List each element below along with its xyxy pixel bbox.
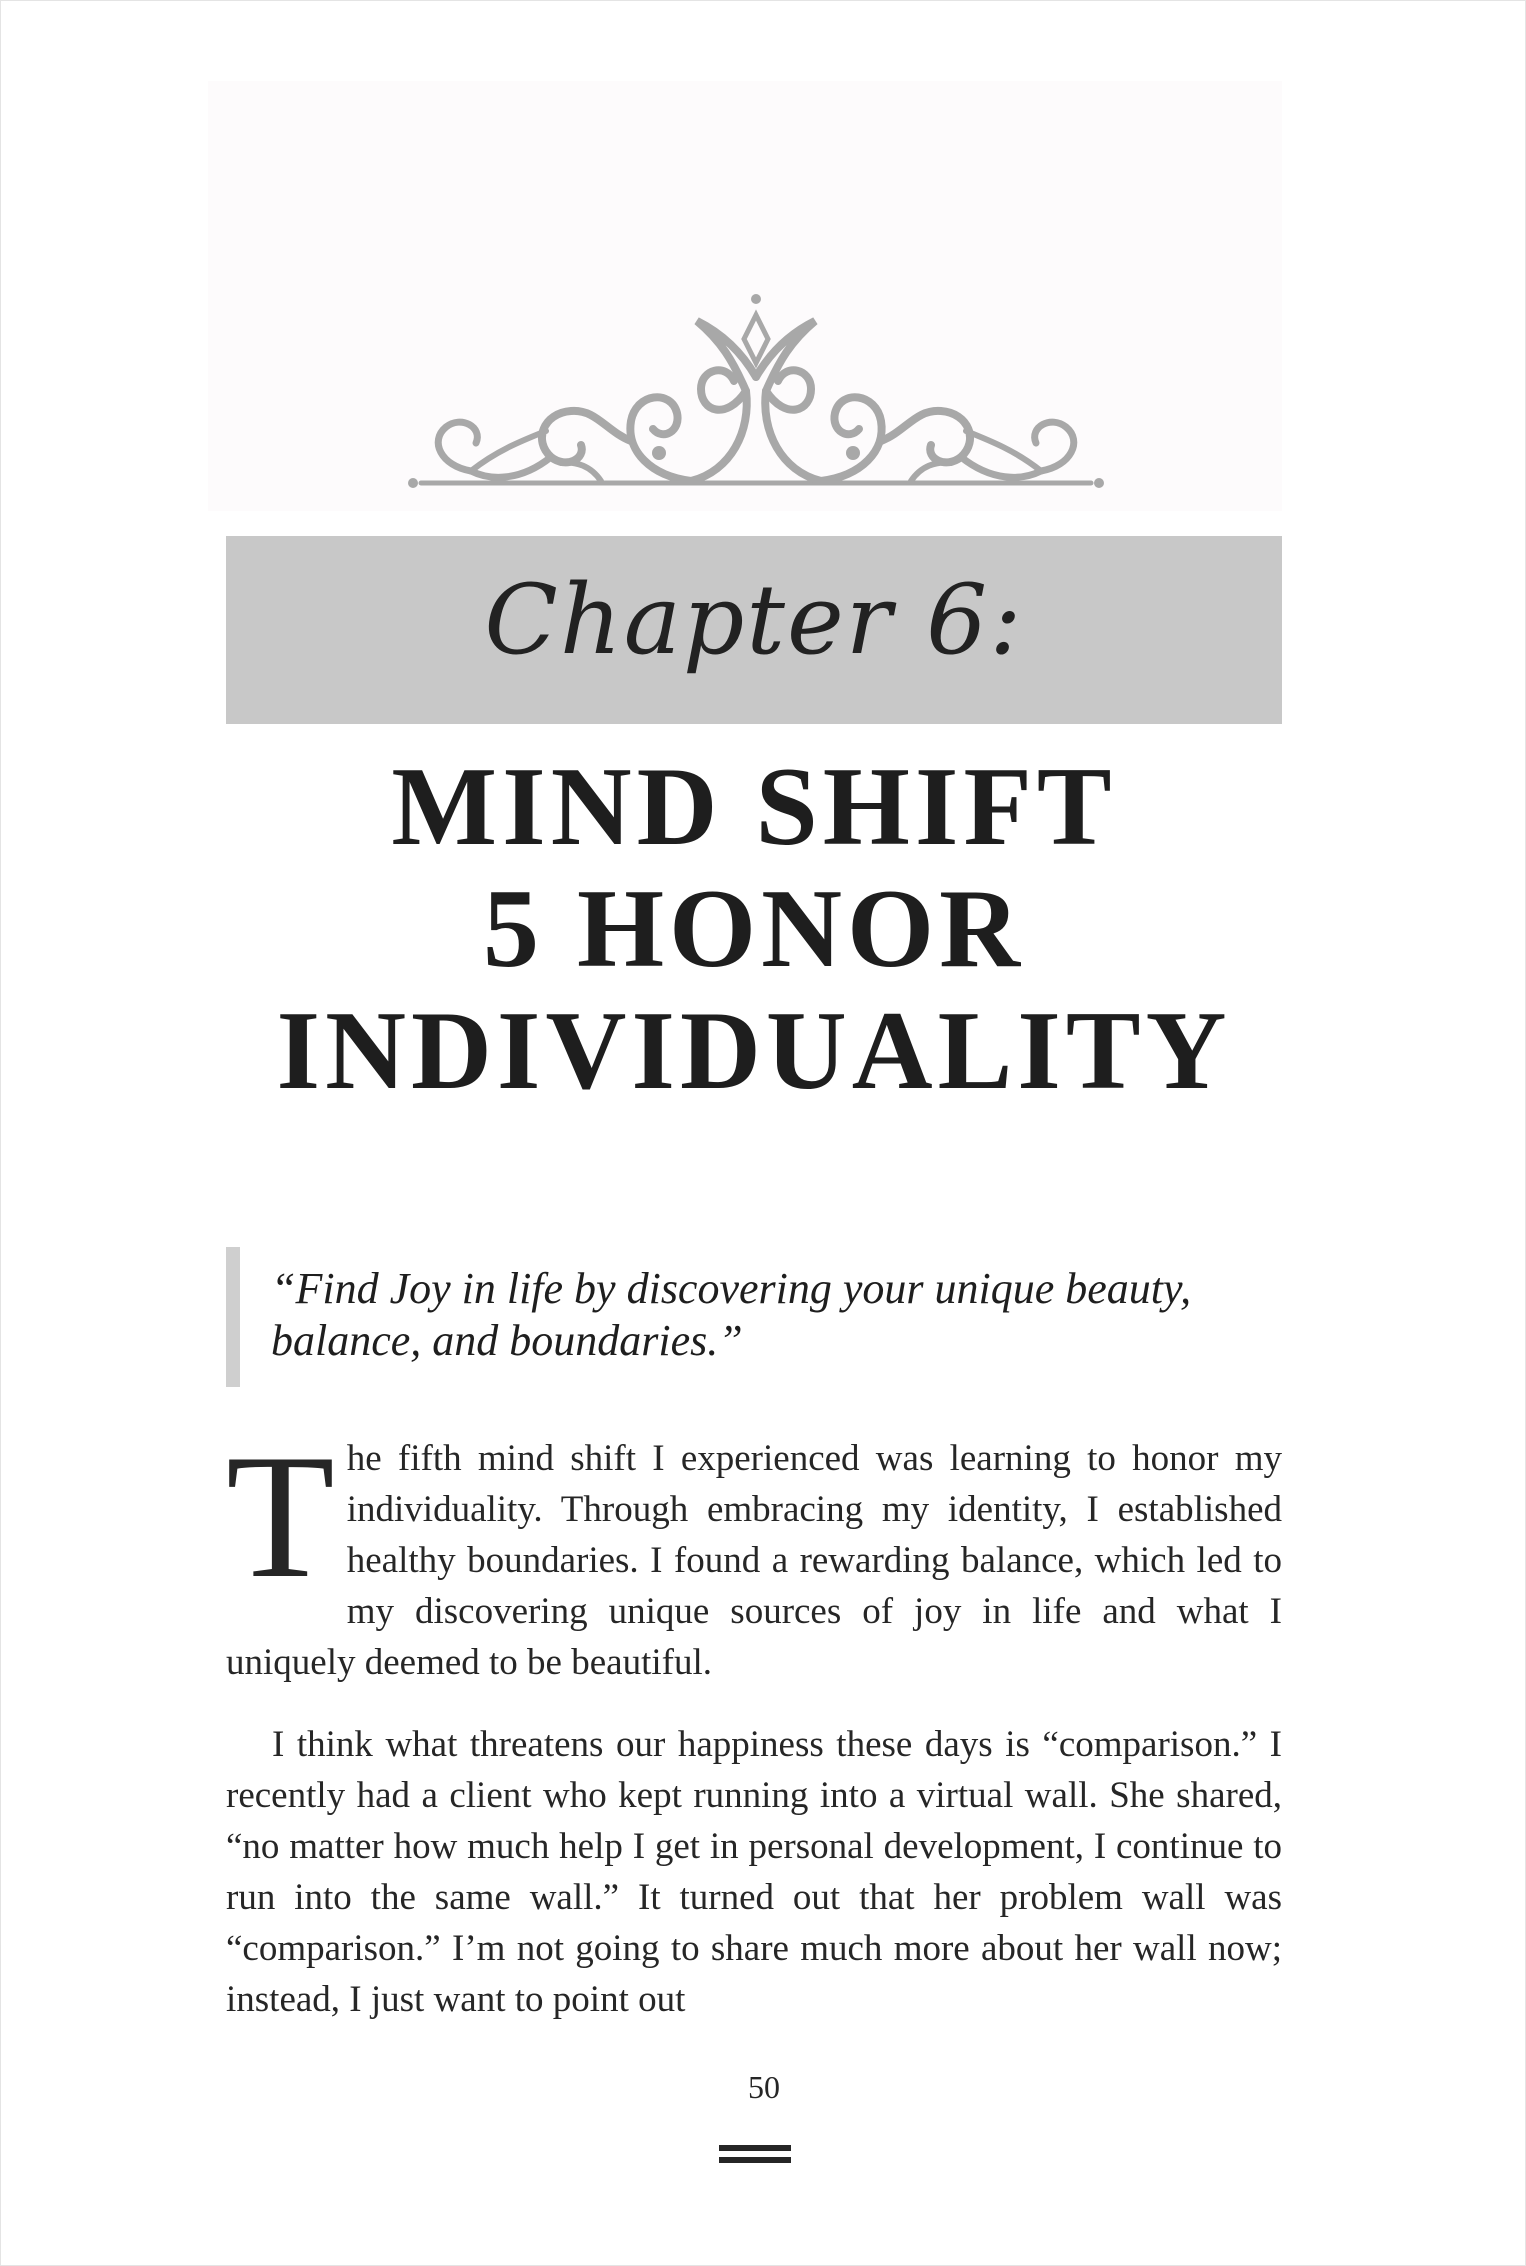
chapter-label: Chapter 6: xyxy=(484,564,1024,676)
chapter-title xyxy=(226,746,1282,1112)
paragraph-1-text: he fifth mind shift I experienced was learning to honor my individuality. Through embracing my identity, I established healthy boundaries. I found a rewarding balance, which led to my discovering unique sources of joy in life and what I uniquely deemed to be beautiful. xyxy=(226,1438,1282,1683)
drop-cap: T xyxy=(226,1417,335,1615)
decorative-flourish-icon xyxy=(401,281,1121,501)
chapter-banner xyxy=(226,536,1282,724)
title-line-1: MIND SHIFT xyxy=(391,745,1117,869)
page-number: 50 xyxy=(748,2069,780,2105)
paragraph-2: I think what threatens our happiness these days is “comparison.” I recently had a client who kept running into a virtual wall. She shared, “no matter how much help I get in personal development, I continue to run into the same wall.” It turned out that her problem wall was “comparison.” I’m not going to share much more about her wall now; instead, I just want to point out xyxy=(226,1724,1282,2020)
footer-rule-top xyxy=(719,2145,791,2151)
quote-bar xyxy=(226,1247,240,1387)
title-line-3: INDIVIDUALITY xyxy=(276,989,1232,1113)
epigraph-quote: “Find Joy in life by discovering your unique beauty, balance, and boundaries.” xyxy=(271,1264,1192,1365)
title-line-2: 5 HONOR xyxy=(482,867,1026,991)
footer-rule-bottom xyxy=(719,2157,791,2163)
paragraph-1 xyxy=(226,1417,1282,1688)
